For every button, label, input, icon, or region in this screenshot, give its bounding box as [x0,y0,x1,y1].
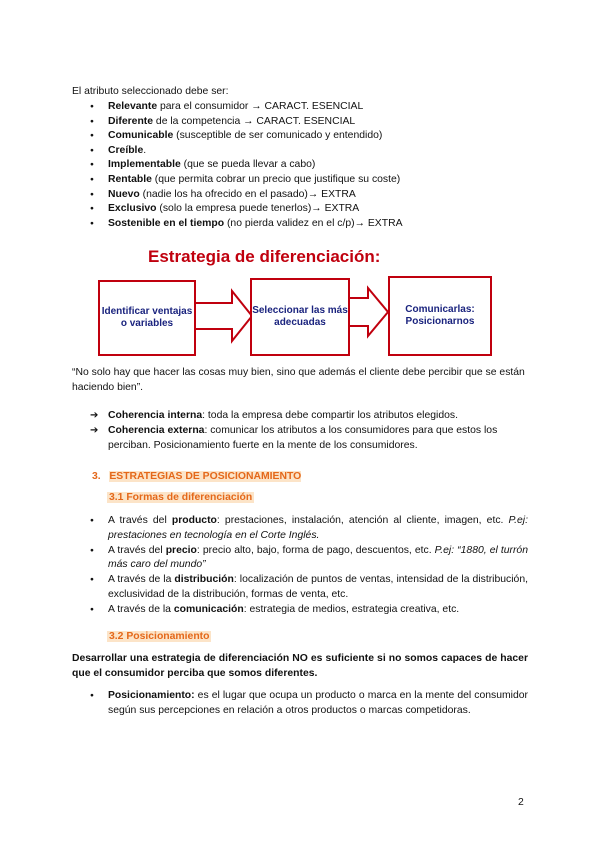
list-item: ● Comunicable (susceptible de ser comunicado y entendido) [90,129,560,144]
list-item: ● Rentable (que permita cobrar un precio que justifique su coste) [90,173,560,188]
list-item: ● A través del producto: prestaciones, instalación, atención al cliente, imagen, etc. P.ej: prestaciones en tecnología en el Corte Inglés. [90,514,528,544]
arrow-2 [346,288,388,336]
intro-text: El atributo seleccionado debe ser: [72,86,229,97]
subsection-heading-3-2: 3.2 Posicionamiento [109,631,210,642]
list-item: ● Nuevo (nadie los ha ofrecido en el pasado)→ EXTRA [90,188,560,203]
subsection-heading-3-1: 3.1 Formas de diferenciación [109,492,253,503]
list-item: ➔ Coherencia interna: toda la empresa debe compartir los atributos elegidos. [90,410,458,421]
diagram-box-identify: Identificar ventajas o variables [98,280,196,356]
differentiation-list [90,514,528,618]
strategy-title: Estrategia de diferenciación: [148,247,381,266]
list-item: ● A través de la distribución: localización de puntos de ventas, intensidad de la distribución, exclusividad de la distribución, formas de venta, etc. [90,573,528,603]
list-item: ● Posicionamiento: es el lugar que ocupa un producto o marca en la mente del consumidor según sus percepciones en relación a otros productos o marcas competidoras. [90,689,528,719]
list-item: ➔ Coherencia externa: comunicar los atributos a los consumidores para que estos los perciban. Posicionamiento fuerte en la mente de los consumidores. [90,425,498,451]
list-item: ● Exclusivo (solo la empresa puede tenerlos)→ EXTRA [90,202,560,217]
arrow-1 [192,291,252,341]
bold-paragraph: Desarrollar una estrategia de diferenciación NO es suficiente si no somos capaces de hacer que el consumidor perciba que somos diferentes. [72,653,528,679]
list-item: ● Creíble. [90,144,560,159]
quote-text: “No solo hay que hacer las cosas muy bien, sino que además el cliente debe percibir que se están haciendo bien”. [72,367,525,393]
arrow-bullet-icon: ➔ [90,425,99,436]
diagram-box-communicate: Comunicarlas: Posicionarnos [388,276,492,356]
section-heading: 3. ESTRATEGIAS DE POSICIONAMIENTO [92,471,302,482]
list-item: ● Implementable (que se pueda llevar a cabo) [90,158,560,173]
list-item: ● A través del precio: precio alto, bajo, forma de pago, descuentos, etc. P.ej: “1880, el turrón más caro del mundo” [90,544,528,574]
list-item: ● Sostenible en el tiempo (no pierda validez en el c/p)→ EXTRA [90,217,560,232]
coherence-list [90,408,528,453]
list-item: ● Relevante para el consumidor → CARACT. ESENCIAL [90,100,560,115]
list-item: ● Diferente de la competencia → CARACT. ESENCIAL [90,115,560,130]
page-number: 2 [518,797,524,808]
positioning-list [90,689,528,719]
list-item: ● A través de la comunicación: estrategia de medios, estrategia creativa, etc. [90,603,528,618]
diagram-box-select: Seleccionar las más adecuadas [250,278,350,356]
arrow-bullet-icon: ➔ [90,410,99,421]
